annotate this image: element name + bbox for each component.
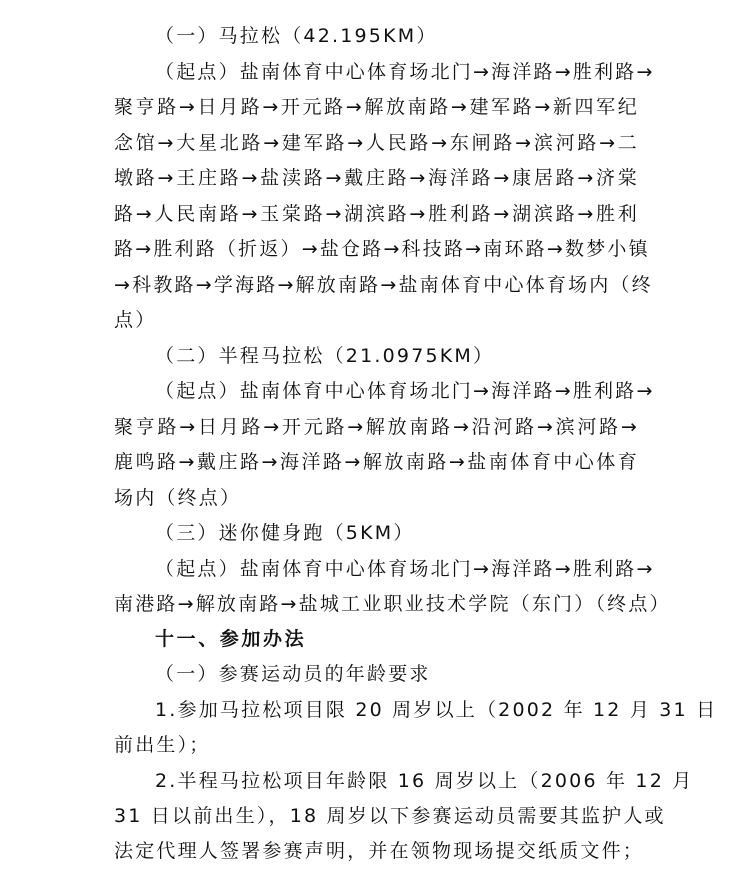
section-heading: 十一、参加办法: [155, 628, 307, 650]
paragraph-line: 1.参加马拉松项目限 20 周岁以上（2002 年 12 月 31 日: [155, 699, 718, 721]
route-line: →科教路→学海路→解放南路→盐南体育中心体育场内（终: [114, 274, 653, 296]
paragraph-line: 前出生）；: [114, 734, 211, 756]
paragraph-line: 2.半程马拉松项目年龄限 16 周岁以上（2006 年 12 月: [155, 770, 694, 792]
subheading-age-requirements: （一）参赛运动员的年龄要求: [155, 663, 431, 685]
subheading-marathon: （一）马拉松（42.195KM）: [155, 25, 438, 47]
route-line: （起点）盐南体育中心体育场北门→海洋路→胜利路→: [155, 61, 655, 83]
route-line: 点）: [114, 309, 157, 331]
route-line: 鹿鸣路→戴庄路→海洋路→解放南路→盐南体育中心体育: [114, 451, 639, 473]
subheading-half-marathon: （二）半程马拉松（21.0975KM）: [155, 345, 495, 367]
route-line: 南港路→解放南路→盐城工业职业技术学院（东门）（终点）: [114, 593, 671, 615]
route-line: 场内（终点）: [114, 487, 242, 509]
route-line: 路→人民南路→玉棠路→湖滨路→胜利路→湖滨路→胜利: [114, 203, 639, 225]
route-line: 路→胜利路（折返）→盐仓路→科技路→南环路→数梦小镇: [114, 238, 650, 260]
route-line: 墩路→王庄路→盐渎路→戴庄路→海洋路→康居路→济棠: [114, 167, 639, 189]
subheading-mini-run: （三）迷你健身跑（5KM）: [155, 522, 415, 544]
paragraph-line: 法定代理人签署参赛声明，并在领物现场提交纸质文件；: [114, 840, 645, 862]
route-line: （起点）盐南体育中心体育场北门→海洋路→胜利路→: [155, 380, 655, 402]
route-line: 聚亨路→日月路→开元路→解放南路→建军路→新四军纪: [114, 96, 639, 118]
route-line: 聚亨路→日月路→开元路→解放南路→沿河路→滨河路→: [114, 416, 639, 438]
paragraph-line: 31 日以前出生），18 周岁以下参赛运动员需要其监护人或: [114, 805, 666, 827]
route-line: （起点）盐南体育中心体育场北门→海洋路→胜利路→: [155, 558, 655, 580]
route-line: 念馆→大星北路→建军路→人民路→东闸路→滨河路→二: [114, 132, 639, 154]
